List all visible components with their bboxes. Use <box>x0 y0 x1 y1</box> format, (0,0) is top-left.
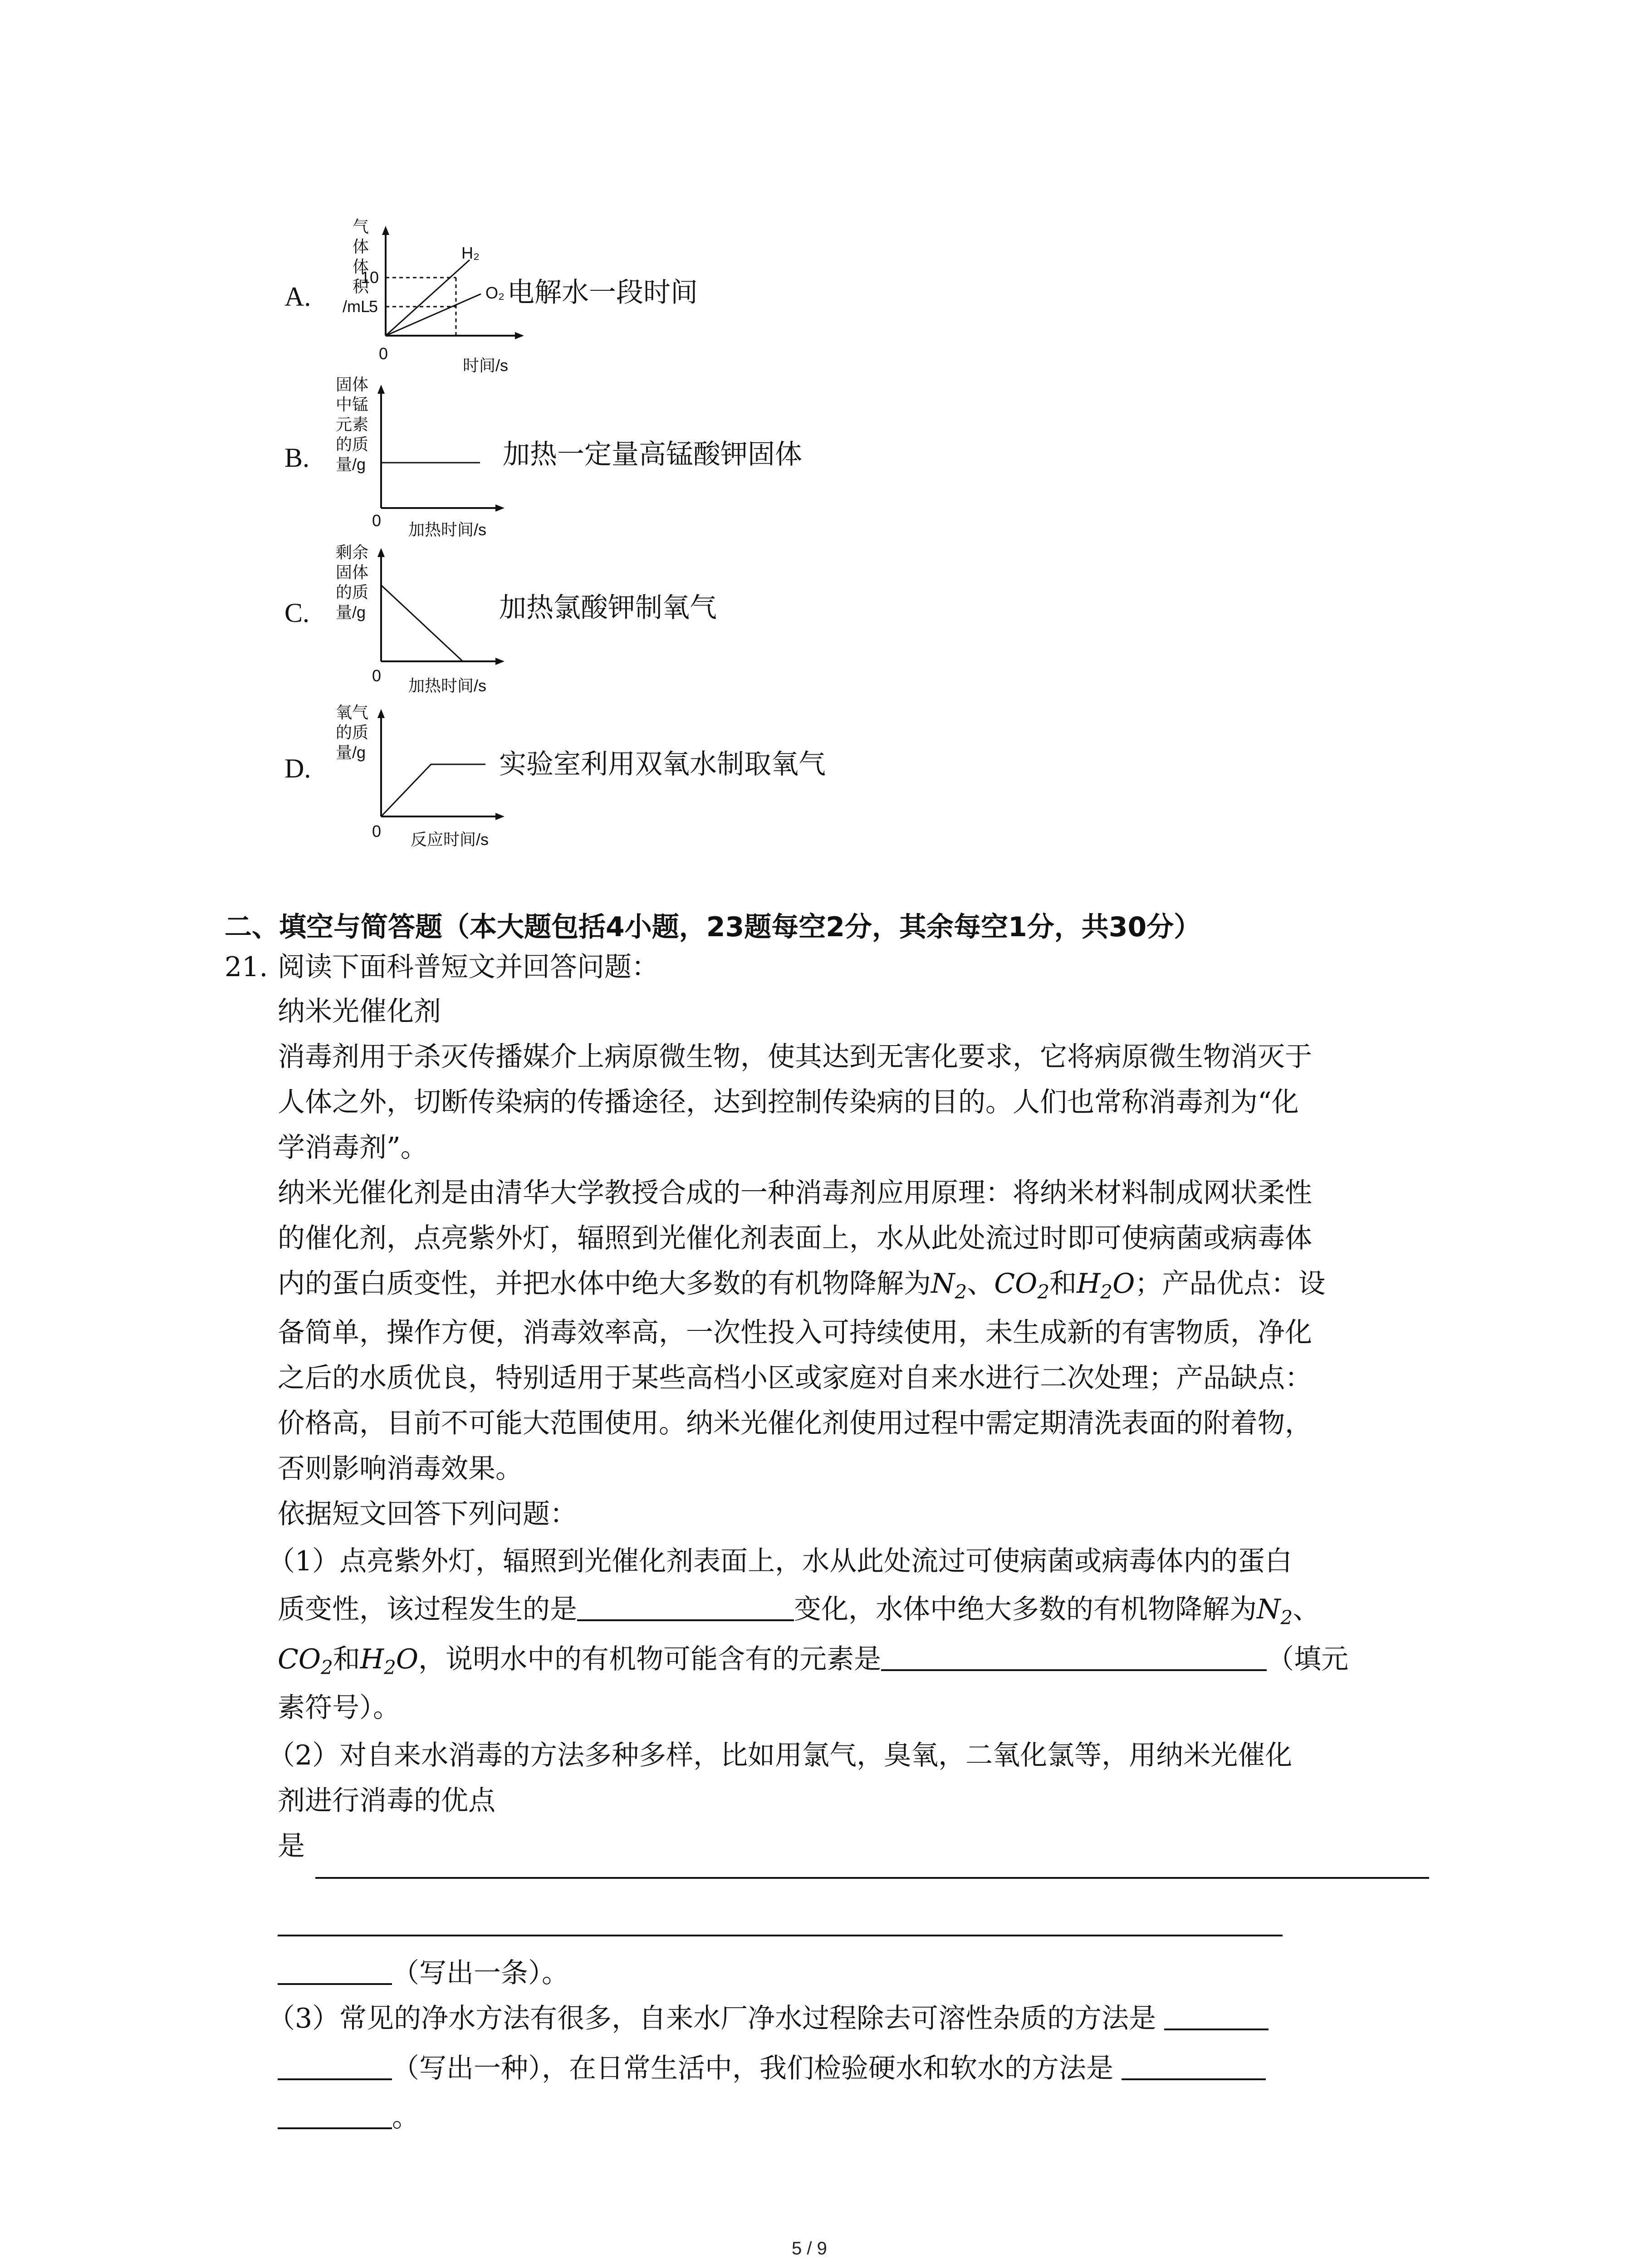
sub-q3-line3 <box>278 2104 419 2131</box>
answer-blank-advantage-end[interactable] <box>278 1960 392 1985</box>
graph-b-ylabel-5: 量/g <box>336 455 366 474</box>
answer-blank-advantage-line1[interactable] <box>315 1877 1429 1879</box>
sub-q3-line2-text: （写出一种），在日常生活中，我们检验硬水和软水的方法是 <box>392 2053 1113 2084</box>
formula-h2o-q-o: O <box>396 1643 419 1675</box>
article-p2-line3 <box>278 1268 1326 1303</box>
graph-a-ylabel-5: /mL <box>343 297 370 316</box>
graph-c-ylabel-3: 的质 <box>336 583 369 601</box>
formula-co2-co: CO <box>994 1268 1038 1300</box>
p2-line3-text-a: 内的蛋白质变性，并把水体中绝大多数的有机物降解为 <box>278 1268 931 1300</box>
sub-q1-line3-and: 和 <box>333 1643 360 1675</box>
graph-b-ylabel-4: 的质 <box>336 435 369 454</box>
formula-h2o <box>1077 1268 1135 1303</box>
graph-a-line-o2 <box>386 294 481 336</box>
option-a-desc: 电解水一段时间 <box>507 277 698 308</box>
answer-blank-purify-method-a[interactable] <box>1164 2005 1269 2030</box>
graph-b-ylabel-3: 元素 <box>336 415 369 434</box>
graph-d-xlabel: 反应时间/s <box>411 830 489 849</box>
formula-n2 <box>931 1268 967 1303</box>
article-p1-line2: 人体之外，切断传染病的传播途径，达到控制传染病的目的。人们也常称消毒剂为“化 <box>278 1086 1299 1118</box>
q21-number: 21. <box>225 951 268 983</box>
section-2-title: 二、填空与简答题（本大题包括4小题，23题每空2分，其余每空1分，共30分） <box>225 911 1201 943</box>
sub-q2-line5 <box>278 1957 569 1989</box>
sub-q1-line2-text-a: 质变性，该过程发生的是 <box>278 1593 577 1625</box>
sub-q2-line3: 是 <box>278 1830 305 1862</box>
option-a-letter: A. <box>284 282 311 312</box>
graph-c-origin: 0 <box>372 666 382 685</box>
formula-h2o-sub: 2 <box>1100 1281 1113 1303</box>
graph-d <box>327 701 517 855</box>
graph-a-tick-5: 5 <box>369 297 378 316</box>
article-p1-line1: 消毒剂用于杀灭传播媒介上病原微生物，使其达到无害化要求，它将病原微生物消灭于 <box>278 1041 1312 1073</box>
formula-h2o-q-sub: 2 <box>384 1656 396 1679</box>
formula-co2 <box>994 1268 1050 1303</box>
graph-b-origin: 0 <box>372 511 382 530</box>
p2-line3-text-d: ；产品优点：设 <box>1135 1268 1326 1300</box>
sub-q3-line2 <box>278 2055 1266 2082</box>
graph-a-y-arrow <box>382 226 389 235</box>
formula-co2-q <box>278 1643 333 1679</box>
answer-blank-change-type[interactable] <box>577 1596 794 1621</box>
formula-co2-q-co: CO <box>278 1643 321 1675</box>
graph-c-ylabel <box>336 543 368 621</box>
graph-a-label-h2: H₂ <box>461 244 480 262</box>
answer-blank-elements[interactable] <box>881 1646 1267 1671</box>
graph-d-ylabel <box>336 703 368 762</box>
graph-b-ylabel <box>336 375 368 474</box>
graph-c-line <box>381 585 463 661</box>
graph-d-ylabel-3: 量/g <box>336 743 366 762</box>
formula-h2o-q <box>360 1643 419 1679</box>
option-d-letter: D. <box>284 753 311 783</box>
formula-n2-q <box>1257 1593 1293 1629</box>
graph-b-y-arrow <box>377 385 385 394</box>
graph-d-ylabel-1: 氧气 <box>336 703 369 722</box>
article-p2-line2: 的催化剂，点亮紫外灯，辐照到光催化剂表面上，水从此处流过时即可使病菌或病毒体 <box>278 1222 1312 1254</box>
article-p2-line7: 否则影响消毒效果。 <box>278 1453 523 1485</box>
sub-q1-line3 <box>278 1643 1349 1679</box>
graph-a-ylabel-4: 积 <box>353 277 369 296</box>
answer-blank-hardness-test-a[interactable] <box>1122 2055 1266 2080</box>
graph-a-origin: 0 <box>379 344 388 363</box>
sub-q1-line1: （1）点亮紫外灯，辐照到光催化剂表面上，水从此处流过可使病菌或病毒体内的蛋白 <box>268 1545 1293 1577</box>
sub-q2-line2: 剂进行消毒的优点 <box>278 1785 495 1817</box>
option-b-letter: B. <box>284 443 310 473</box>
graph-c-xlabel: 加热时间/s <box>408 676 487 695</box>
graph-a-ylabel-3: 体 <box>353 257 369 276</box>
graph-b-x-arrow <box>495 504 505 512</box>
graph-b-ylabel-2: 中锰 <box>336 395 369 414</box>
graph-d-y-arrow <box>377 709 385 718</box>
graph-a-ylabel-2: 体 <box>353 237 369 256</box>
sub-q1-line2 <box>278 1593 1320 1629</box>
formula-co2-q-sub: 2 <box>321 1656 333 1679</box>
sub-q2-line1: （2）对自来水消毒的方法多种多样，比如用氯气，臭氧，二氧化氯等，用纳米光催化 <box>268 1740 1293 1771</box>
graph-c-ylabel-4: 量/g <box>336 603 366 621</box>
graph-c <box>327 540 517 699</box>
graph-b-ylabel-1: 固体 <box>336 375 369 394</box>
graph-c-ylabel-2: 固体 <box>336 563 369 582</box>
graph-a-line-h2 <box>386 260 470 336</box>
graph-a-xlabel: 时间/s <box>463 356 509 375</box>
graph-d-origin: 0 <box>372 822 382 841</box>
option-c-desc: 加热氯酸钾制氧气 <box>499 592 717 624</box>
option-b-desc: 加热一定量高锰酸钾固体 <box>503 439 802 470</box>
page-number: 5 / 9 <box>792 2239 827 2258</box>
question-prompt: 依据短文回答下列问题： <box>278 1498 577 1530</box>
graph-c-y-arrow <box>377 548 385 557</box>
article-p2-line4: 备简单，操作方便，消毒效率高，一次性投入可持续使用，未生成新的有害物质，净化 <box>278 1317 1312 1349</box>
formula-n2-q-sub: 2 <box>1280 1606 1293 1629</box>
graph-d-x-arrow <box>495 813 505 820</box>
formula-n2-n: N <box>931 1268 955 1300</box>
formula-h2o-o: O <box>1112 1268 1135 1300</box>
graph-d-line <box>381 764 485 816</box>
formula-n2-q-n: N <box>1257 1593 1281 1625</box>
sub-q1-line3-text: ，说明水中的有机物可能含有的元素是 <box>418 1643 882 1675</box>
sub-q3-line1 <box>268 2005 1269 2032</box>
graph-c-x-arrow <box>495 658 505 665</box>
sub-q3-line3-end: 。 <box>392 2102 419 2133</box>
formula-n2-sub: 2 <box>955 1281 967 1303</box>
graph-a-ylabel-1: 气 <box>353 217 369 236</box>
sub-q1-line2-sep: 、 <box>1293 1593 1320 1625</box>
article-title: 纳米光催化剂 <box>278 996 441 1027</box>
sub-q1-line3-note: （填元 <box>1267 1643 1349 1675</box>
article-p2-line6: 价格高，目前不可能大范围使用。纳米光催化剂使用过程中需定期清洗表面的附着物， <box>278 1408 1312 1439</box>
formula-h2o-q-h: H <box>360 1643 384 1675</box>
answer-blank-advantage-line2[interactable] <box>278 1935 1283 1936</box>
graph-a <box>333 213 529 395</box>
article-p1-line3: 学消毒剂”。 <box>278 1132 428 1163</box>
sub-q1-line4: 素符号）。 <box>278 1692 400 1724</box>
sub-q3-line1-text: （3）常见的净水方法有很多，自来水厂净水过程除去可溶性杂质的方法是 <box>268 2003 1156 2034</box>
p2-line3-and: 和 <box>1049 1268 1077 1300</box>
graph-d-ylabel-2: 的质 <box>336 723 369 742</box>
option-c-letter: C. <box>284 598 310 628</box>
graph-b <box>327 372 517 544</box>
graph-a-tick-10: 10 <box>361 268 379 287</box>
article-p2-line1: 纳米光催化剂是由清华大学教授合成的一种消毒剂应用原理：将纳米材料制成网状柔性 <box>278 1177 1312 1209</box>
graph-a-ylabel <box>343 217 370 316</box>
graph-a-label-o2: O₂ <box>485 284 505 302</box>
article-p2-line5: 之后的水质优良，特别适用于某些高档小区或家庭对自来水进行二次处理；产品缺点： <box>278 1362 1312 1394</box>
graph-b-xlabel: 加热时间/s <box>408 520 487 539</box>
answer-blank-hardness-test-b[interactable] <box>278 2104 392 2129</box>
graph-a-x-arrow <box>515 332 524 339</box>
option-d-desc: 实验室利用双氧水制取氧气 <box>499 748 826 780</box>
answer-blank-purify-method-b[interactable] <box>278 2055 392 2080</box>
sub-q2-line5-text: （写出一条）。 <box>392 1957 569 1989</box>
graph-c-ylabel-1: 剩余 <box>336 543 369 562</box>
formula-h2o-h: H <box>1077 1268 1101 1300</box>
q21-intro: 阅读下面科普短文并回答问题： <box>278 951 659 983</box>
formula-co2-sub: 2 <box>1037 1281 1050 1303</box>
sub-q1-line2-text-b: 变化，水体中绝大多数的有机物降解为 <box>794 1593 1257 1625</box>
p2-line3-sep: 、 <box>967 1268 994 1300</box>
